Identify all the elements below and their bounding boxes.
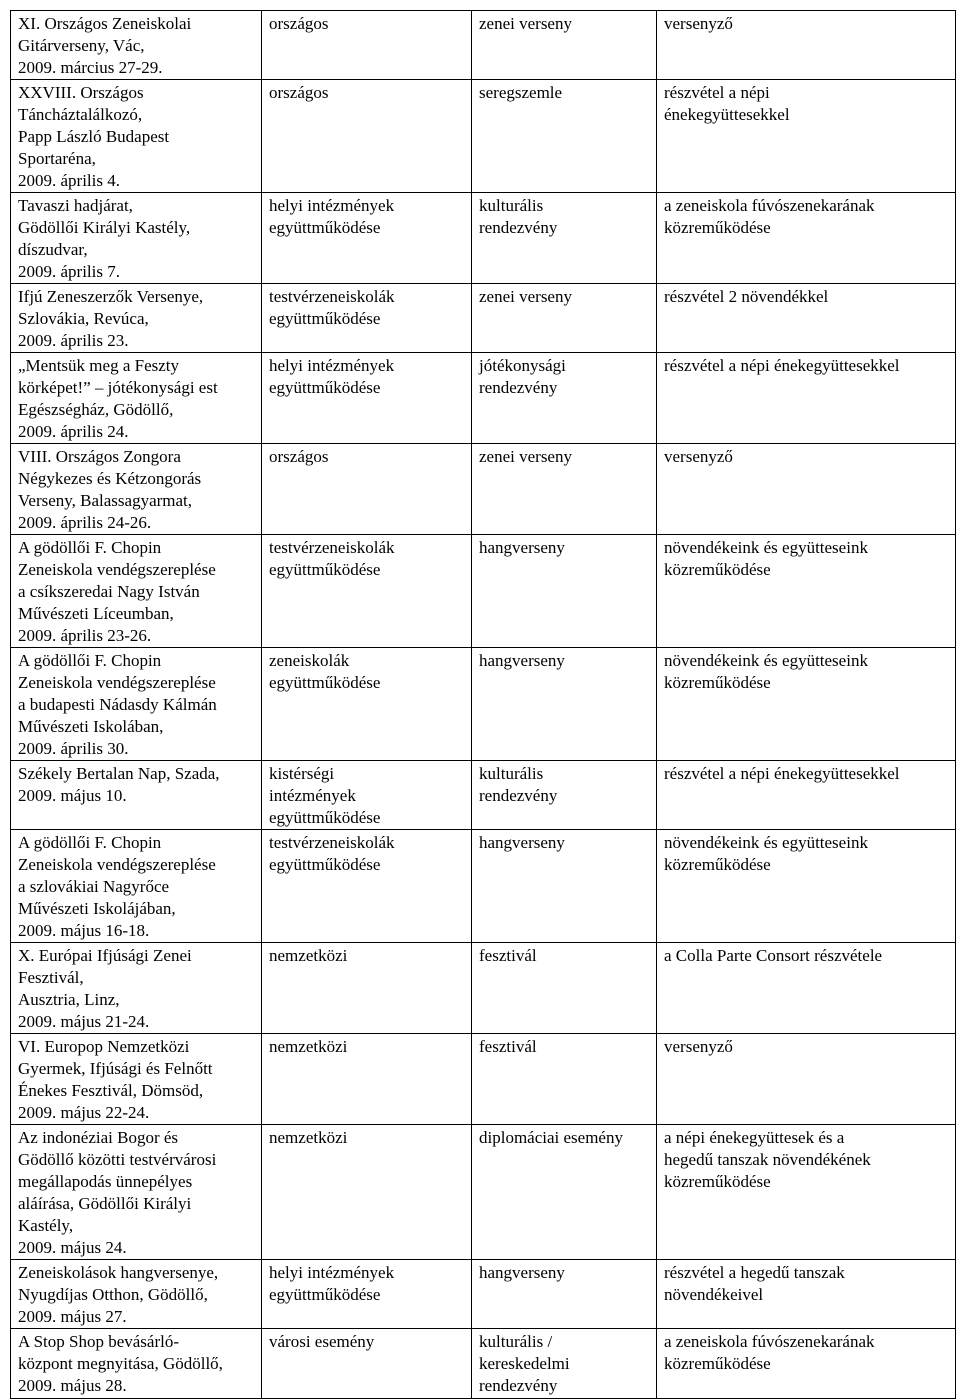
type-cell: fesztivál bbox=[472, 1034, 657, 1125]
role-cell: részvétel a népi énekegyüttesekkel bbox=[657, 353, 956, 444]
table-row bbox=[11, 830, 956, 943]
table-row bbox=[11, 1034, 956, 1125]
table-row bbox=[11, 80, 956, 193]
events-table bbox=[10, 10, 956, 1399]
role-cell: részvétel a hegedű tanszak növendékeivel bbox=[657, 1260, 956, 1329]
type-cell: hangverseny bbox=[472, 648, 657, 761]
event-cell: XI. Országos Zeneiskolai Gitárverseny, Vác, 2009. március 27-29. bbox=[11, 11, 262, 80]
table-row bbox=[11, 193, 956, 284]
level-cell: nemzetközi bbox=[262, 1125, 472, 1260]
table-row bbox=[11, 761, 956, 830]
role-cell: növendékeink és együtteseink közreműködése bbox=[657, 648, 956, 761]
role-cell: a Colla Parte Consort részvétele bbox=[657, 943, 956, 1034]
table-row bbox=[11, 284, 956, 353]
level-cell: testvérzeneiskolák együttműködése bbox=[262, 830, 472, 943]
level-cell: nemzetközi bbox=[262, 1034, 472, 1125]
level-cell: országos bbox=[262, 80, 472, 193]
event-cell: A gödöllői F. Chopin Zeneiskola vendégszereplése a szlovákiai Nagyrőce Művészeti Iskolájában, 2009. május 16-18. bbox=[11, 830, 262, 943]
event-cell: X. Európai Ifjúsági Zenei Fesztivál, Ausztria, Linz, 2009. május 21-24. bbox=[11, 943, 262, 1034]
level-cell: kistérségi intézmények együttműködése bbox=[262, 761, 472, 830]
role-cell: versenyző bbox=[657, 11, 956, 80]
event-cell: A gödöllői F. Chopin Zeneiskola vendégszereplése a budapesti Nádasdy Kálmán Művészeti Iskolában, 2009. április 30. bbox=[11, 648, 262, 761]
role-cell: részvétel a népi énekegyüttesekkel bbox=[657, 80, 956, 193]
table-row bbox=[11, 11, 956, 80]
type-cell: kulturális rendezvény bbox=[472, 193, 657, 284]
level-cell: országos bbox=[262, 11, 472, 80]
level-cell: helyi intézmények együttműködése bbox=[262, 193, 472, 284]
level-cell: testvérzeneiskolák együttműködése bbox=[262, 535, 472, 648]
table-row bbox=[11, 648, 956, 761]
type-cell: hangverseny bbox=[472, 535, 657, 648]
type-cell: zenei verseny bbox=[472, 444, 657, 535]
type-cell: fesztivál bbox=[472, 943, 657, 1034]
role-cell: növendékeink és együtteseink közreműködése bbox=[657, 830, 956, 943]
table-row bbox=[11, 1125, 956, 1260]
level-cell: nemzetközi bbox=[262, 943, 472, 1034]
event-cell: Székely Bertalan Nap, Szada, 2009. május 10. bbox=[11, 761, 262, 830]
event-cell: Zeneiskolások hangversenye, Nyugdíjas Otthon, Gödöllő, 2009. május 27. bbox=[11, 1260, 262, 1329]
table-row bbox=[11, 1260, 956, 1329]
level-cell: testvérzeneiskolák együttműködése bbox=[262, 284, 472, 353]
type-cell: hangverseny bbox=[472, 830, 657, 943]
role-cell: versenyző bbox=[657, 1034, 956, 1125]
event-cell: Ifjú Zeneszerzők Versenye, Szlovákia, Revúca, 2009. április 23. bbox=[11, 284, 262, 353]
event-cell: „Mentsük meg a Feszty körképet!” – jótékonysági est Egészségház, Gödöllő, 2009. április 24. bbox=[11, 353, 262, 444]
event-cell: A gödöllői F. Chopin Zeneiskola vendégszereplése a csíkszeredai Nagy István Művészeti Líceumban, 2009. április 23-26. bbox=[11, 535, 262, 648]
level-cell: országos bbox=[262, 444, 472, 535]
events-table-body bbox=[11, 11, 956, 1399]
event-cell: Tavaszi hadjárat, Gödöllői Királyi Kastély, díszudvar, 2009. április 7. bbox=[11, 193, 262, 284]
role-cell: a népi énekegyüttesek és a hegedű tanszak növendékének közreműködése bbox=[657, 1125, 956, 1260]
type-cell: kulturális / kereskedelmi rendezvény bbox=[472, 1329, 657, 1399]
role-cell: növendékeink és együtteseink közreműködése bbox=[657, 535, 956, 648]
table-row bbox=[11, 535, 956, 648]
level-cell: városi esemény bbox=[262, 1329, 472, 1399]
type-cell: diplomáciai esemény bbox=[472, 1125, 657, 1260]
type-cell: kulturális rendezvény bbox=[472, 761, 657, 830]
role-cell: a zeneiskola fúvószenekarának közreműködése bbox=[657, 1329, 956, 1399]
event-cell: Az indonéziai Bogor és Gödöllő közötti testvérvárosi megállapodás ünnepélyes aláírása, Gödöllői Királyi Kastély, 2009. május 24. bbox=[11, 1125, 262, 1260]
type-cell: hangverseny bbox=[472, 1260, 657, 1329]
role-cell: részvétel a népi énekegyüttesekkel bbox=[657, 761, 956, 830]
event-cell: VI. Europop Nemzetközi Gyermek, Ifjúsági és Felnőtt Énekes Fesztivál, Dömsöd, 2009. május 22-24. bbox=[11, 1034, 262, 1125]
type-cell: zenei verseny bbox=[472, 11, 657, 80]
event-cell: XXVIII. Országos Táncháztalálkozó, Papp László Budapest Sportaréna, 2009. április 4. bbox=[11, 80, 262, 193]
event-cell: VIII. Országos Zongora Négykezes és Kétzongorás Verseny, Balassagyarmat, 2009. április 24-26. bbox=[11, 444, 262, 535]
type-cell: seregszemle bbox=[472, 80, 657, 193]
table-row bbox=[11, 353, 956, 444]
role-cell: részvétel 2 növendékkel bbox=[657, 284, 956, 353]
type-cell: jótékonysági rendezvény bbox=[472, 353, 657, 444]
type-cell: zenei verseny bbox=[472, 284, 657, 353]
level-cell: helyi intézmények együttműködése bbox=[262, 353, 472, 444]
table-row bbox=[11, 444, 956, 535]
level-cell: helyi intézmények együttműködése bbox=[262, 1260, 472, 1329]
level-cell: zeneiskolák együttműködése bbox=[262, 648, 472, 761]
table-row bbox=[11, 1329, 956, 1399]
table-row bbox=[11, 943, 956, 1034]
event-cell: A Stop Shop bevásárló- központ megnyitása, Gödöllő, 2009. május 28. bbox=[11, 1329, 262, 1399]
role-cell: a zeneiskola fúvószenekarának közreműködése bbox=[657, 193, 956, 284]
role-cell: versenyző bbox=[657, 444, 956, 535]
